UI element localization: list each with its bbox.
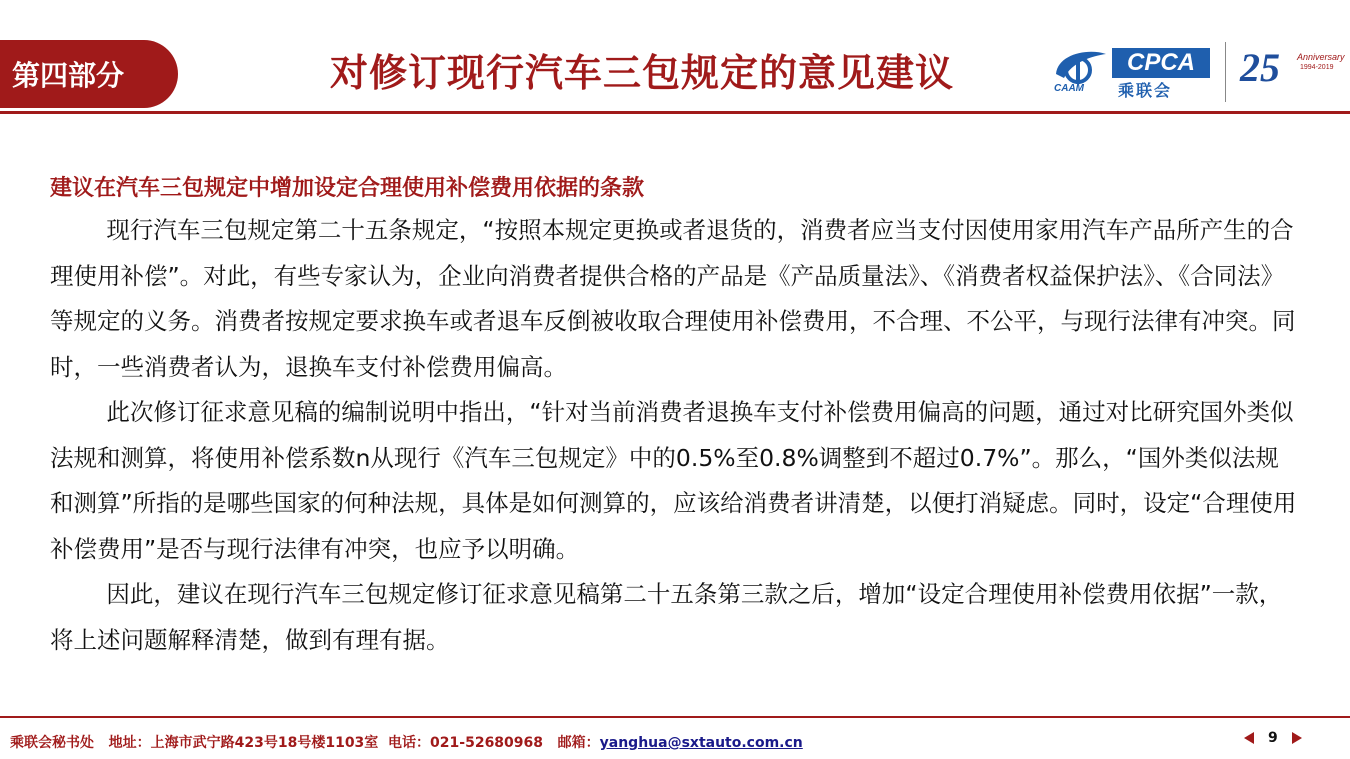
- section-label: 第四部分: [12, 59, 125, 92]
- pager: [1244, 730, 1302, 746]
- section-tab: [0, 40, 178, 108]
- main-content: [50, 170, 1300, 663]
- footer-phone: 电话：021-52680968: [388, 735, 544, 751]
- footer-email-link[interactable]: yanghua@sxtauto.com.cn: [599, 735, 803, 751]
- next-page-icon[interactable]: [1292, 732, 1302, 744]
- anniversary-years: 1994-2019: [1300, 64, 1334, 71]
- paragraph-2: 此次修订征求意见稿的编制说明中指出，“针对当前消费者退换车支付补偿费用偏高的问题，通过对比研究国外类似法规和测算，将使用补偿系数n从现行《汽车三包规定》中的0.5%至0.8%调整到不超过0.7%”。那么，“国外类似法规和测算”所指的是哪些国家的何种法规，具体是如何测算的，应该给消费者讲清楚，以便打消疑虑。同时，设定“合理使用补偿费用”是否与现行法律有冲突，也应予以明确。: [50, 398, 1297, 563]
- paragraph-3: 因此，建议在现行汽车三包规定修订征求意见稿第二十五条第三款之后，增加“设定合理使用补偿费用依据”一款，将上述问题解释清楚，做到有理有据。: [50, 580, 1283, 654]
- header-divider: [0, 111, 1350, 114]
- footer-email-label: 邮箱：: [557, 735, 600, 751]
- footer-address: 地址：上海市武宁路423号18号楼1103室: [108, 735, 379, 751]
- logo-divider: [1225, 42, 1226, 102]
- page-number: 9: [1268, 730, 1278, 746]
- subheading: 建议在汽车三包规定中增加设定合理使用补偿费用依据的条款: [50, 176, 645, 201]
- prev-page-icon[interactable]: [1244, 732, 1254, 744]
- footer-contact: [10, 732, 803, 752]
- caam-text: CAAM: [1054, 83, 1084, 94]
- page-title: 对修订现行汽车三包规定的意见建议: [330, 50, 955, 95]
- anniversary-number: 25: [1240, 45, 1280, 90]
- footer-divider: [0, 716, 1350, 718]
- anniversary-label: Anniversary: [1297, 52, 1345, 62]
- paragraph-1: 现行汽车三包规定第二十五条规定，“按照本规定更换或者退货的，消费者应当支付因使用家用汽车产品所产生的合理使用补偿”。对此，有些专家认为，企业向消费者提供合格的产品是《产品质量法》、《消费者权益保护法》、《合同法》等规定的义务。消费者按规定要求换车或者退车反倒被收取合理使用补偿费用，不合理、不公平，与现行法律有冲突。同时，一些消费者认为，退换车支付补偿费用偏高。: [50, 216, 1296, 381]
- cpca-cn-label: 乘联会: [1118, 81, 1173, 100]
- footer-org: 乘联会秘书处: [10, 735, 94, 751]
- cpca-logo: CPCA: [1112, 48, 1210, 78]
